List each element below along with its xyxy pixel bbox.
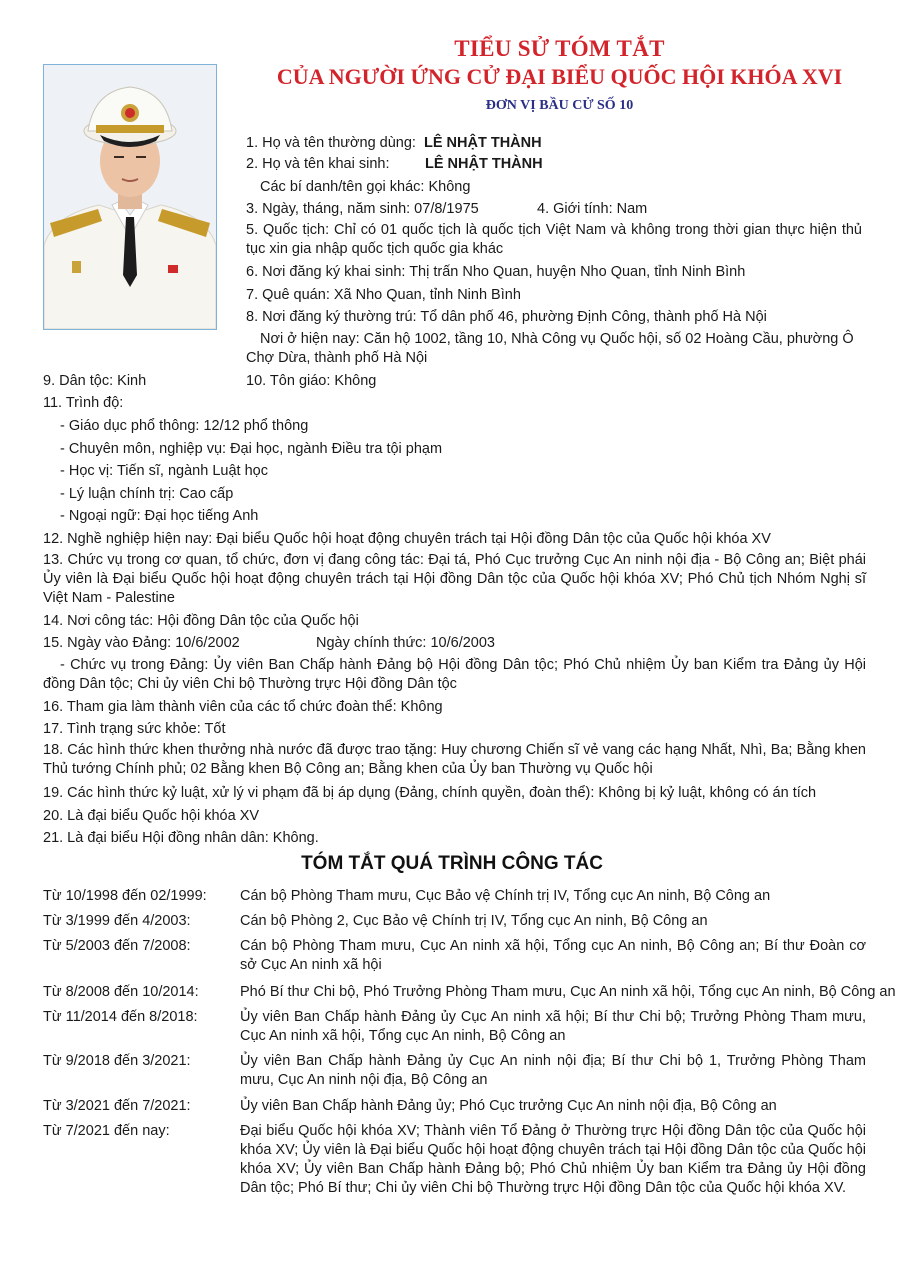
info-council-delegate: 21. Là đại biểu Hội đồng nhân dân: Không. bbox=[43, 830, 319, 846]
info-common-name bbox=[246, 133, 542, 153]
info-alias: Các bí danh/tên gọi khác: Không bbox=[260, 179, 471, 195]
info-birth-name-value: LÊ NHẬT THÀNH bbox=[425, 156, 543, 172]
info-common-name-label: 1. Họ và tên thường dùng: bbox=[246, 135, 416, 151]
career-date: Từ 8/2008 đến 10/2014: bbox=[43, 984, 199, 1000]
info-common-name-value: LÊ NHẬT THÀNH bbox=[424, 135, 542, 151]
info-birthdate: 3. Ngày, tháng, năm sinh: 07/8/1975 bbox=[246, 201, 479, 217]
info-party-position: - Chức vụ trong Đảng: Ủy viên Ban Chấp hành Đảng bộ Hội đồng Dân tộc; Phó Chủ nhiệm Ủy ban Kiểm tra Đảng ủy Hội đồng Dân tộc; Chi ủy viên Chi bộ Thường trực Hội đồng Dân tộc bbox=[43, 657, 866, 692]
edu-foreign-language: - Ngoại ngữ: Đại học tiếng Anh bbox=[60, 508, 259, 524]
document-title: TIỂU SỬ TÓM TẮT bbox=[454, 36, 665, 61]
career-date: Từ 3/2021 đến 7/2021: bbox=[43, 1098, 191, 1114]
info-health: 17. Tình trạng sức khỏe: Tốt bbox=[43, 721, 226, 737]
career-desc: Cán bộ Phòng Tham mưu, Cục An ninh xã hội, Tổng cục An ninh, Bộ Công an; Bí thư Đoàn cơ sở Cục An ninh xã hội bbox=[240, 938, 866, 973]
career-heading: TÓM TẮT QUÁ TRÌNH CÔNG TÁC bbox=[301, 853, 603, 874]
career-date: Từ 3/1999 đến 4/2003: bbox=[43, 913, 191, 929]
info-occupation: 12. Nghề nghiệp hiện nay: Đại biểu Quốc hội hoạt động chuyên trách tại Hội đồng Dân tộc của Quốc hội khóa XV bbox=[43, 531, 771, 547]
info-religion: 10. Tôn giáo: Không bbox=[246, 373, 377, 389]
info-current-residence: Nơi ở hiện nay: Căn hộ 1002, tầng 10, Nhà Công vụ Quốc hội, số 02 Hoàng Cầu, phường Ô Chợ Dừa, thành phố Hà Nội bbox=[246, 331, 854, 366]
info-education-heading: 11. Trình độ: bbox=[43, 395, 124, 411]
electoral-unit: ĐƠN VỊ BẦU CỬ SỐ 10 bbox=[485, 98, 634, 113]
career-date: Từ 9/2018 đến 3/2021: bbox=[43, 1053, 191, 1069]
career-date: Từ 7/2021 đến nay: bbox=[43, 1123, 170, 1139]
edu-degree: - Học vị: Tiến sĩ, ngành Luật học bbox=[60, 463, 268, 479]
career-desc: Ủy viên Ban Chấp hành Đảng ủy Cục An ninh nội địa; Bí thư Chi bộ 1, Trưởng Phòng Tham mưu, Cục An ninh nội địa, Bộ Công an bbox=[240, 1053, 866, 1088]
info-party-join-date: 15. Ngày vào Đảng: 10/6/2002 bbox=[43, 635, 240, 651]
info-na-delegate: 20. Là đại biểu Quốc hội khóa XV bbox=[43, 808, 260, 824]
career-desc: Ủy viên Ban Chấp hành Đảng ủy; Phó Cục trưởng Cục An ninh nội địa, Bộ Công an bbox=[240, 1098, 777, 1114]
info-birth-name bbox=[246, 154, 389, 174]
info-permanent-residence: 8. Nơi đăng ký thường trú: Tổ dân phố 46, phường Định Công, thành phố Hà Nội bbox=[246, 309, 767, 325]
info-nationality: 5. Quốc tịch: Chỉ có 01 quốc tịch là quốc tịch Việt Nam và không trong thời gian thực hiện thủ tục xin gia nhập quốc tịch quốc gia khác bbox=[246, 222, 862, 257]
info-birth-registration: 6. Nơi đăng ký khai sinh: Thị trấn Nho Quan, huyện Nho Quan, tỉnh Ninh Bình bbox=[246, 264, 746, 280]
info-awards: 18. Các hình thức khen thưởng nhà nước đã được trao tặng: Huy chương Chiến sĩ vẻ vang các hạng Nhất, Nhì, Ba; Bằng khen Thủ tướng Chính phủ; 02 Bằng khen Bộ Công an; Bằng khen của Ủy ban Thường vụ Quốc hội bbox=[43, 742, 866, 777]
info-organizations: 16. Tham gia làm thành viên của các tổ chức đoàn thể: Không bbox=[43, 699, 443, 715]
edu-general: - Giáo dục phổ thông: 12/12 phổ thông bbox=[60, 418, 309, 434]
info-party-official-date: Ngày chính thức: 10/6/2003 bbox=[316, 635, 495, 651]
career-date: Từ 11/2014 đến 8/2018: bbox=[43, 1009, 198, 1025]
info-workplace: 14. Nơi công tác: Hội đồng Dân tộc của Quốc hội bbox=[43, 613, 359, 629]
document-title-line2: CỦA NGƯỜI ỨNG CỬ ĐẠI BIỂU QUỐC HỘI KHÓA XVI bbox=[276, 64, 843, 89]
info-birth-name-label: 2. Họ và tên khai sinh: bbox=[246, 156, 390, 172]
career-date: Từ 5/2003 đến 7/2008: bbox=[43, 938, 191, 954]
career-date: Từ 10/1998 đến 02/1999: bbox=[43, 888, 207, 904]
career-desc: Cán bộ Phòng 2, Cục Bảo vệ Chính trị IV, Tổng cục An ninh, Bộ Công an bbox=[240, 913, 708, 929]
info-gender: 4. Giới tính: Nam bbox=[537, 201, 648, 217]
info-hometown: 7. Quê quán: Xã Nho Quan, tỉnh Ninh Bình bbox=[246, 287, 521, 303]
career-desc: Ủy viên Ban Chấp hành Đảng ủy Cục An ninh xã hội; Bí thư Chi bộ; Trưởng Phòng Tham mưu, Cục An ninh xã hội, Tổng cục An ninh, Bộ Công an bbox=[240, 1009, 866, 1044]
career-desc: Cán bộ Phòng Tham mưu, Cục Bảo vệ Chính trị IV, Tổng cục An ninh, Bộ Công an bbox=[240, 888, 771, 904]
candidate-portrait bbox=[43, 64, 217, 330]
edu-political-theory: - Lý luận chính trị: Cao cấp bbox=[60, 486, 234, 502]
edu-professional: - Chuyên môn, nghiệp vụ: Đại học, ngành Điều tra tội phạm bbox=[60, 441, 443, 457]
info-position: 13. Chức vụ trong cơ quan, tổ chức, đơn vị đang công tác: Đại tá, Phó Cục trưởng Cục An ninh nội địa - Bộ Công an; Biệt phái Ủy viên là Đại biểu Quốc hội hoạt động chuyên trách tại Hội đồng Dân tộc của Quốc hội khóa XV; Phó Chủ tịch Nhóm Nghị sĩ Việt Nam - Palestine bbox=[43, 552, 866, 606]
info-discipline: 19. Các hình thức kỷ luật, xử lý vi phạm đã bị áp dụng (Đảng, chính quyền, đoàn thể): Không bị kỷ luật, không có án tích bbox=[43, 785, 817, 801]
career-desc: Đại biểu Quốc hội khóa XV; Thành viên Tổ Đảng ở Thường trực Hội đồng Dân tộc của Quốc hội khóa XV; Ủy viên là Đại biểu Quốc hội hoạt động chuyên trách tại Hội đồng Dân tộc của Quốc hội khóa XV; Ủy viên Ban Chấp hành Đảng bộ; Phó Chủ nhiệm Ủy ban Kiểm tra Đảng ủy Hội đồng Dân tộc; Phó Bí thư; Chi ủy viên Chi bộ Thường trực Hội đồng Dân tộc của Quốc hội khóa XV. bbox=[240, 1123, 866, 1196]
career-desc: Phó Bí thư Chi bộ, Phó Trưởng Phòng Tham mưu, Cục An ninh xã hội, Tổng cục An ninh, Bộ Công an bbox=[240, 984, 896, 1000]
info-ethnicity: 9. Dân tộc: Kinh bbox=[43, 373, 147, 389]
